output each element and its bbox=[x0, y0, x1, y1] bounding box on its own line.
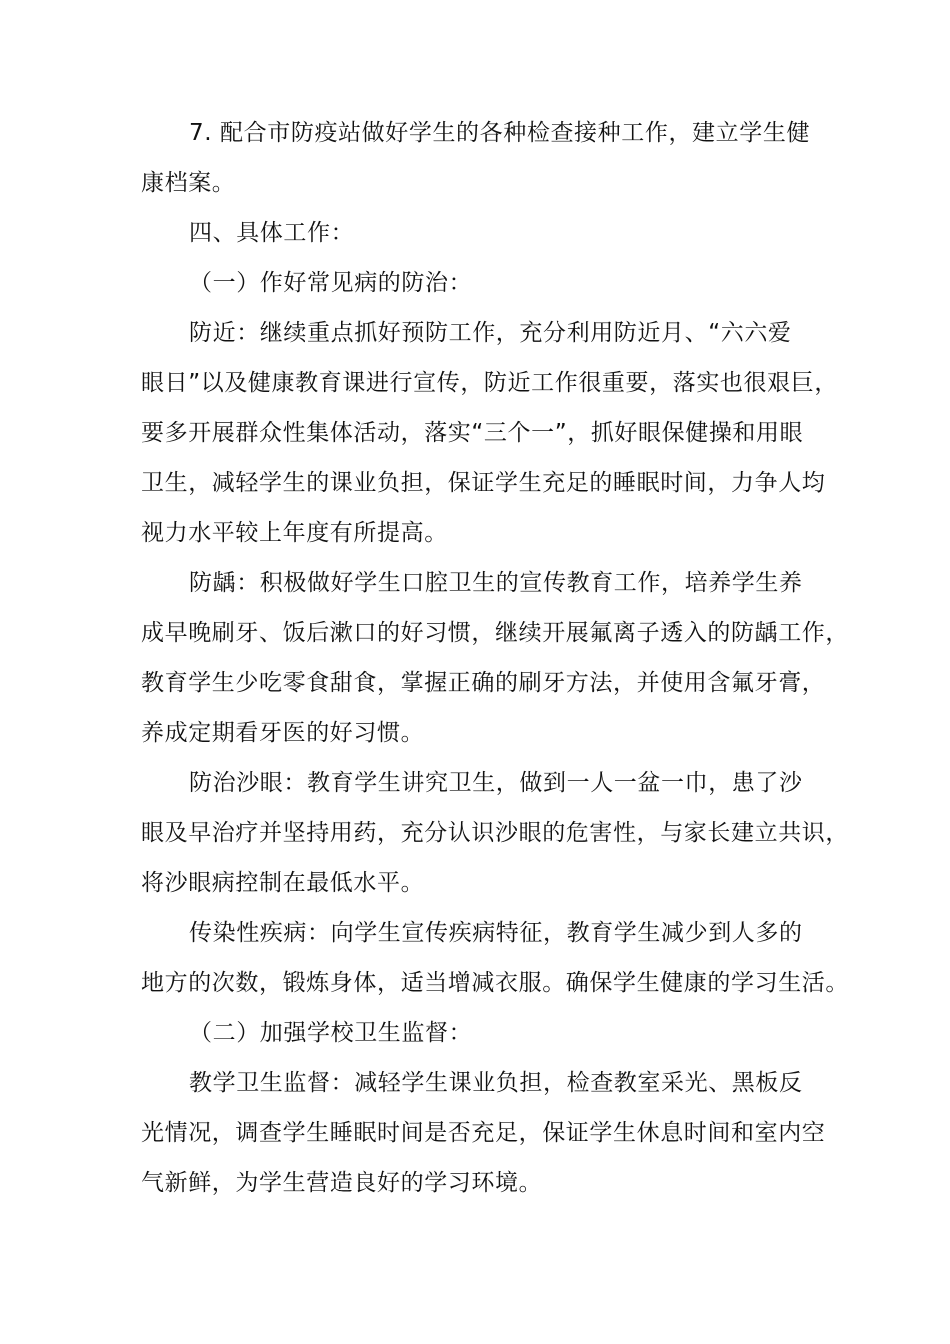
text-line: 教学卫生监督：减轻学生课业负担，检查教室采光、黑板反 bbox=[189, 1070, 803, 1096]
text-line: 教育学生少吃零食甜食，掌握正确的刷牙方法，并使用含氟牙膏， bbox=[141, 670, 826, 696]
section-heading: 四、具体工作： bbox=[189, 220, 355, 246]
text-line: 将沙眼病控制在最低水平。 bbox=[141, 870, 425, 896]
text-line: 地方的次数，锻炼身体，适当增减衣服。确保学生健康的学习生活。 bbox=[141, 970, 849, 996]
subsection-heading: （一）作好常见病的防治： bbox=[189, 270, 473, 296]
text-line: 防治沙眼：教育学生讲究卫生，做到一人一盆一巾，患了沙 bbox=[189, 770, 803, 796]
text-line: 眼及早治疗并坚持用药，充分认识沙眼的危害性，与家长建立共识， bbox=[141, 820, 849, 846]
text-line: 防近：继续重点抓好预防工作，充分利用防近月、“六六爱 bbox=[189, 320, 792, 346]
text-line: 眼日”以及健康教育课进行宣传，防近工作很重要，落实也很艰巨， bbox=[141, 370, 838, 396]
text-line: 康档案。 bbox=[141, 170, 236, 196]
text-line: 防龋：积极做好学生口腔卫生的宣传教育工作，培养学生养 bbox=[189, 570, 803, 596]
text-line: 气新鲜，为学生营造良好的学习环境。 bbox=[141, 1170, 543, 1196]
text-line: 7. 配合市防疫站做好学生的各种检查接种工作，建立学生健 bbox=[189, 120, 811, 146]
text-line: 养成定期看牙医的好习惯。 bbox=[141, 720, 425, 746]
text-line: 视力水平较上年度有所提高。 bbox=[141, 520, 448, 546]
subsection-heading: （二）加强学校卫生监督： bbox=[189, 1020, 473, 1046]
text-line: 要多开展群众性集体活动，落实“三个一”，抓好眼保健操和用眼 bbox=[141, 420, 804, 446]
text-line: 传染性疾病：向学生宣传疾病特征，教育学生减少到人多的 bbox=[189, 920, 803, 946]
text-line: 光情况，调查学生睡眠时间是否充足，保证学生休息时间和室内空 bbox=[141, 1120, 826, 1146]
text-line: 成早晚刷牙、饭后漱口的好习惯，继续开展氟离子透入的防龋工作， bbox=[141, 620, 849, 646]
text-line: 卫生，减轻学生的课业负担，保证学生充足的睡眠时间，力争人均 bbox=[141, 470, 826, 496]
